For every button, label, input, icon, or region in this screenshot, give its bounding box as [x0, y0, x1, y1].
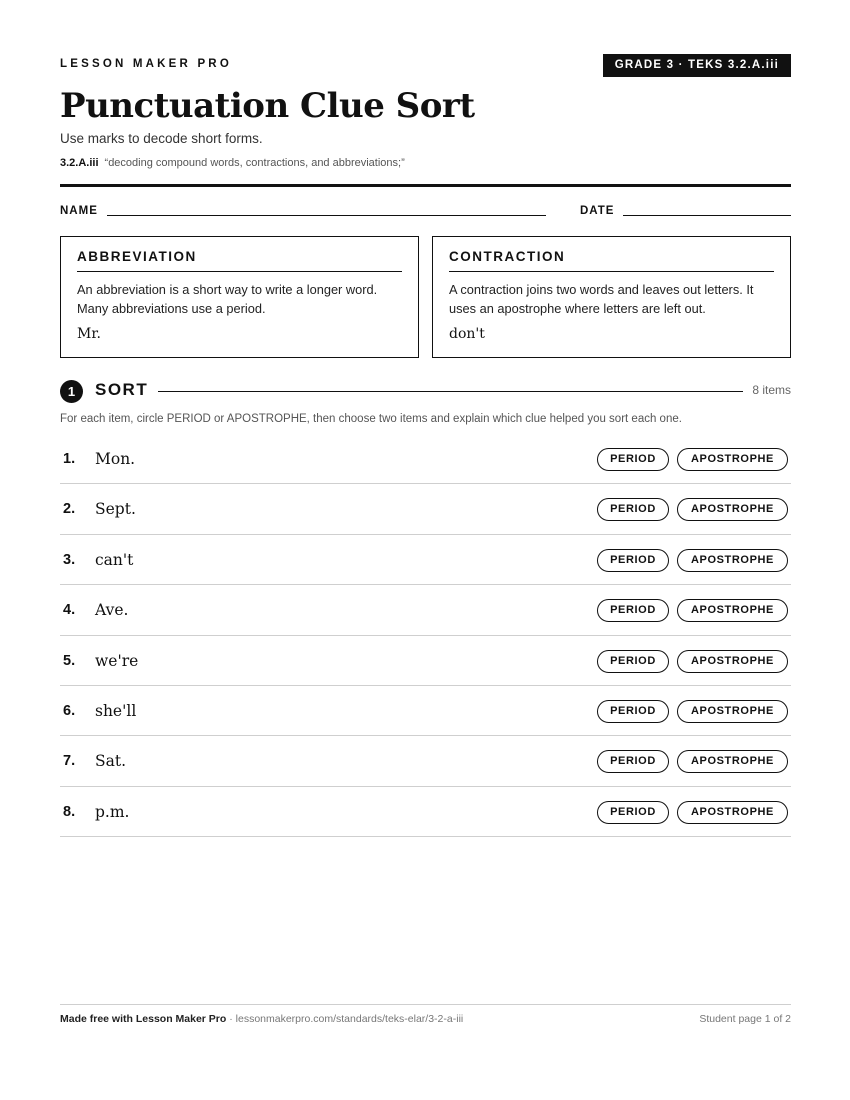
- item-word: she'll: [95, 701, 137, 720]
- item-choices: [597, 498, 788, 521]
- item-word: Sept.: [95, 500, 136, 519]
- footer-url-link[interactable]: · lessonmakerpro.com/standards/teks-elar/3-2-a-iii: [226, 1013, 464, 1025]
- item-choices: [597, 650, 788, 673]
- section-instructions: For each item, circle PERIOD or APOSTROPHE, then choose two items and explain which clue helped you sort each one.: [60, 413, 682, 425]
- item-word: Ave.: [95, 601, 129, 620]
- apostrophe-choice-button[interactable]: APOSTROPHE: [677, 498, 788, 521]
- section-number-badge: 1: [60, 380, 83, 403]
- period-choice-button[interactable]: PERIOD: [597, 700, 669, 723]
- contraction-definition-box: [432, 236, 791, 358]
- name-label: NAME: [60, 205, 98, 217]
- item-word: we're: [95, 651, 139, 670]
- item-number: 6.: [63, 702, 76, 719]
- section-item-count: 8 items: [752, 383, 791, 397]
- standard-text: “decoding compound words, contractions, and abbreviations;”: [104, 157, 405, 169]
- list-item: [60, 686, 791, 736]
- item-number: 7.: [63, 753, 76, 770]
- footer-credit: [60, 1013, 463, 1025]
- standard-code: 3.2.A.iii: [60, 157, 99, 169]
- footer-divider: [60, 1004, 791, 1005]
- apostrophe-choice-button[interactable]: APOSTROPHE: [677, 650, 788, 673]
- item-choices: [597, 599, 788, 622]
- list-item: [60, 736, 791, 786]
- item-number: 3.: [63, 551, 76, 568]
- item-word: can't: [95, 550, 134, 569]
- name-field[interactable]: [107, 215, 546, 216]
- period-choice-button[interactable]: PERIOD: [597, 448, 669, 471]
- item-number: 1.: [63, 451, 76, 467]
- grade-badge: GRADE 3 · TEKS 3.2.A.iii: [603, 54, 791, 77]
- apostrophe-choice-button[interactable]: APOSTROPHE: [677, 801, 788, 824]
- definition-text: An abbreviation is a short way to write a longer word. Many abbreviations use a period.: [77, 282, 378, 316]
- section-divider: [158, 391, 743, 392]
- period-choice-button[interactable]: PERIOD: [597, 599, 669, 622]
- item-choices: [597, 801, 788, 824]
- item-number: 2.: [63, 501, 76, 518]
- list-item: [60, 585, 791, 635]
- apostrophe-choice-button[interactable]: APOSTROPHE: [677, 599, 788, 622]
- definition-text: A contraction joins two words and leaves out letters. It uses an apostrophe where letters are left out.: [449, 282, 754, 316]
- item-word: Sat.: [95, 752, 127, 771]
- item-word: p.m.: [95, 802, 130, 821]
- definition-title: CONTRACTION: [449, 249, 774, 272]
- definition-example: don't: [449, 326, 485, 342]
- definition-example: Mr.: [77, 326, 101, 342]
- apostrophe-choice-button[interactable]: APOSTROPHE: [677, 750, 788, 773]
- item-choices: [597, 549, 788, 572]
- footer-page-indicator: Student page 1 of 2: [699, 1013, 791, 1025]
- list-item: [60, 636, 791, 686]
- apostrophe-choice-button[interactable]: APOSTROPHE: [677, 448, 788, 471]
- item-choices: [597, 700, 788, 723]
- period-choice-button[interactable]: PERIOD: [597, 750, 669, 773]
- item-number: 8.: [63, 803, 76, 820]
- list-item: [60, 484, 791, 534]
- item-word: Mon.: [95, 450, 136, 468]
- standard-reference: [60, 157, 405, 169]
- list-item: [60, 787, 791, 837]
- worksheet-page: [60, 0, 791, 1100]
- list-item: [60, 434, 791, 484]
- definition-title: ABBREVIATION: [77, 249, 402, 272]
- date-label: DATE: [580, 205, 615, 217]
- period-choice-button[interactable]: PERIOD: [597, 549, 669, 572]
- abbreviation-definition-box: [60, 236, 419, 358]
- item-number: 5.: [63, 652, 76, 669]
- header-divider: [60, 184, 791, 187]
- period-choice-button[interactable]: PERIOD: [597, 801, 669, 824]
- period-choice-button[interactable]: PERIOD: [597, 650, 669, 673]
- brand-name: LESSON MAKER PRO: [60, 58, 232, 70]
- section-title: SORT: [95, 380, 149, 399]
- item-choices: [597, 750, 788, 773]
- footer-made-with: Made free with Lesson Maker Pro: [60, 1013, 227, 1025]
- page-subtitle: Use marks to decode short forms.: [60, 131, 263, 146]
- apostrophe-choice-button[interactable]: APOSTROPHE: [677, 700, 788, 723]
- item-choices: [597, 448, 788, 471]
- item-number: 4.: [63, 602, 76, 619]
- sort-items-list: [60, 434, 791, 837]
- apostrophe-choice-button[interactable]: APOSTROPHE: [677, 549, 788, 572]
- page-title: Punctuation Clue Sort: [60, 86, 475, 126]
- date-field[interactable]: [623, 215, 791, 216]
- period-choice-button[interactable]: PERIOD: [597, 498, 669, 521]
- list-item: [60, 535, 791, 585]
